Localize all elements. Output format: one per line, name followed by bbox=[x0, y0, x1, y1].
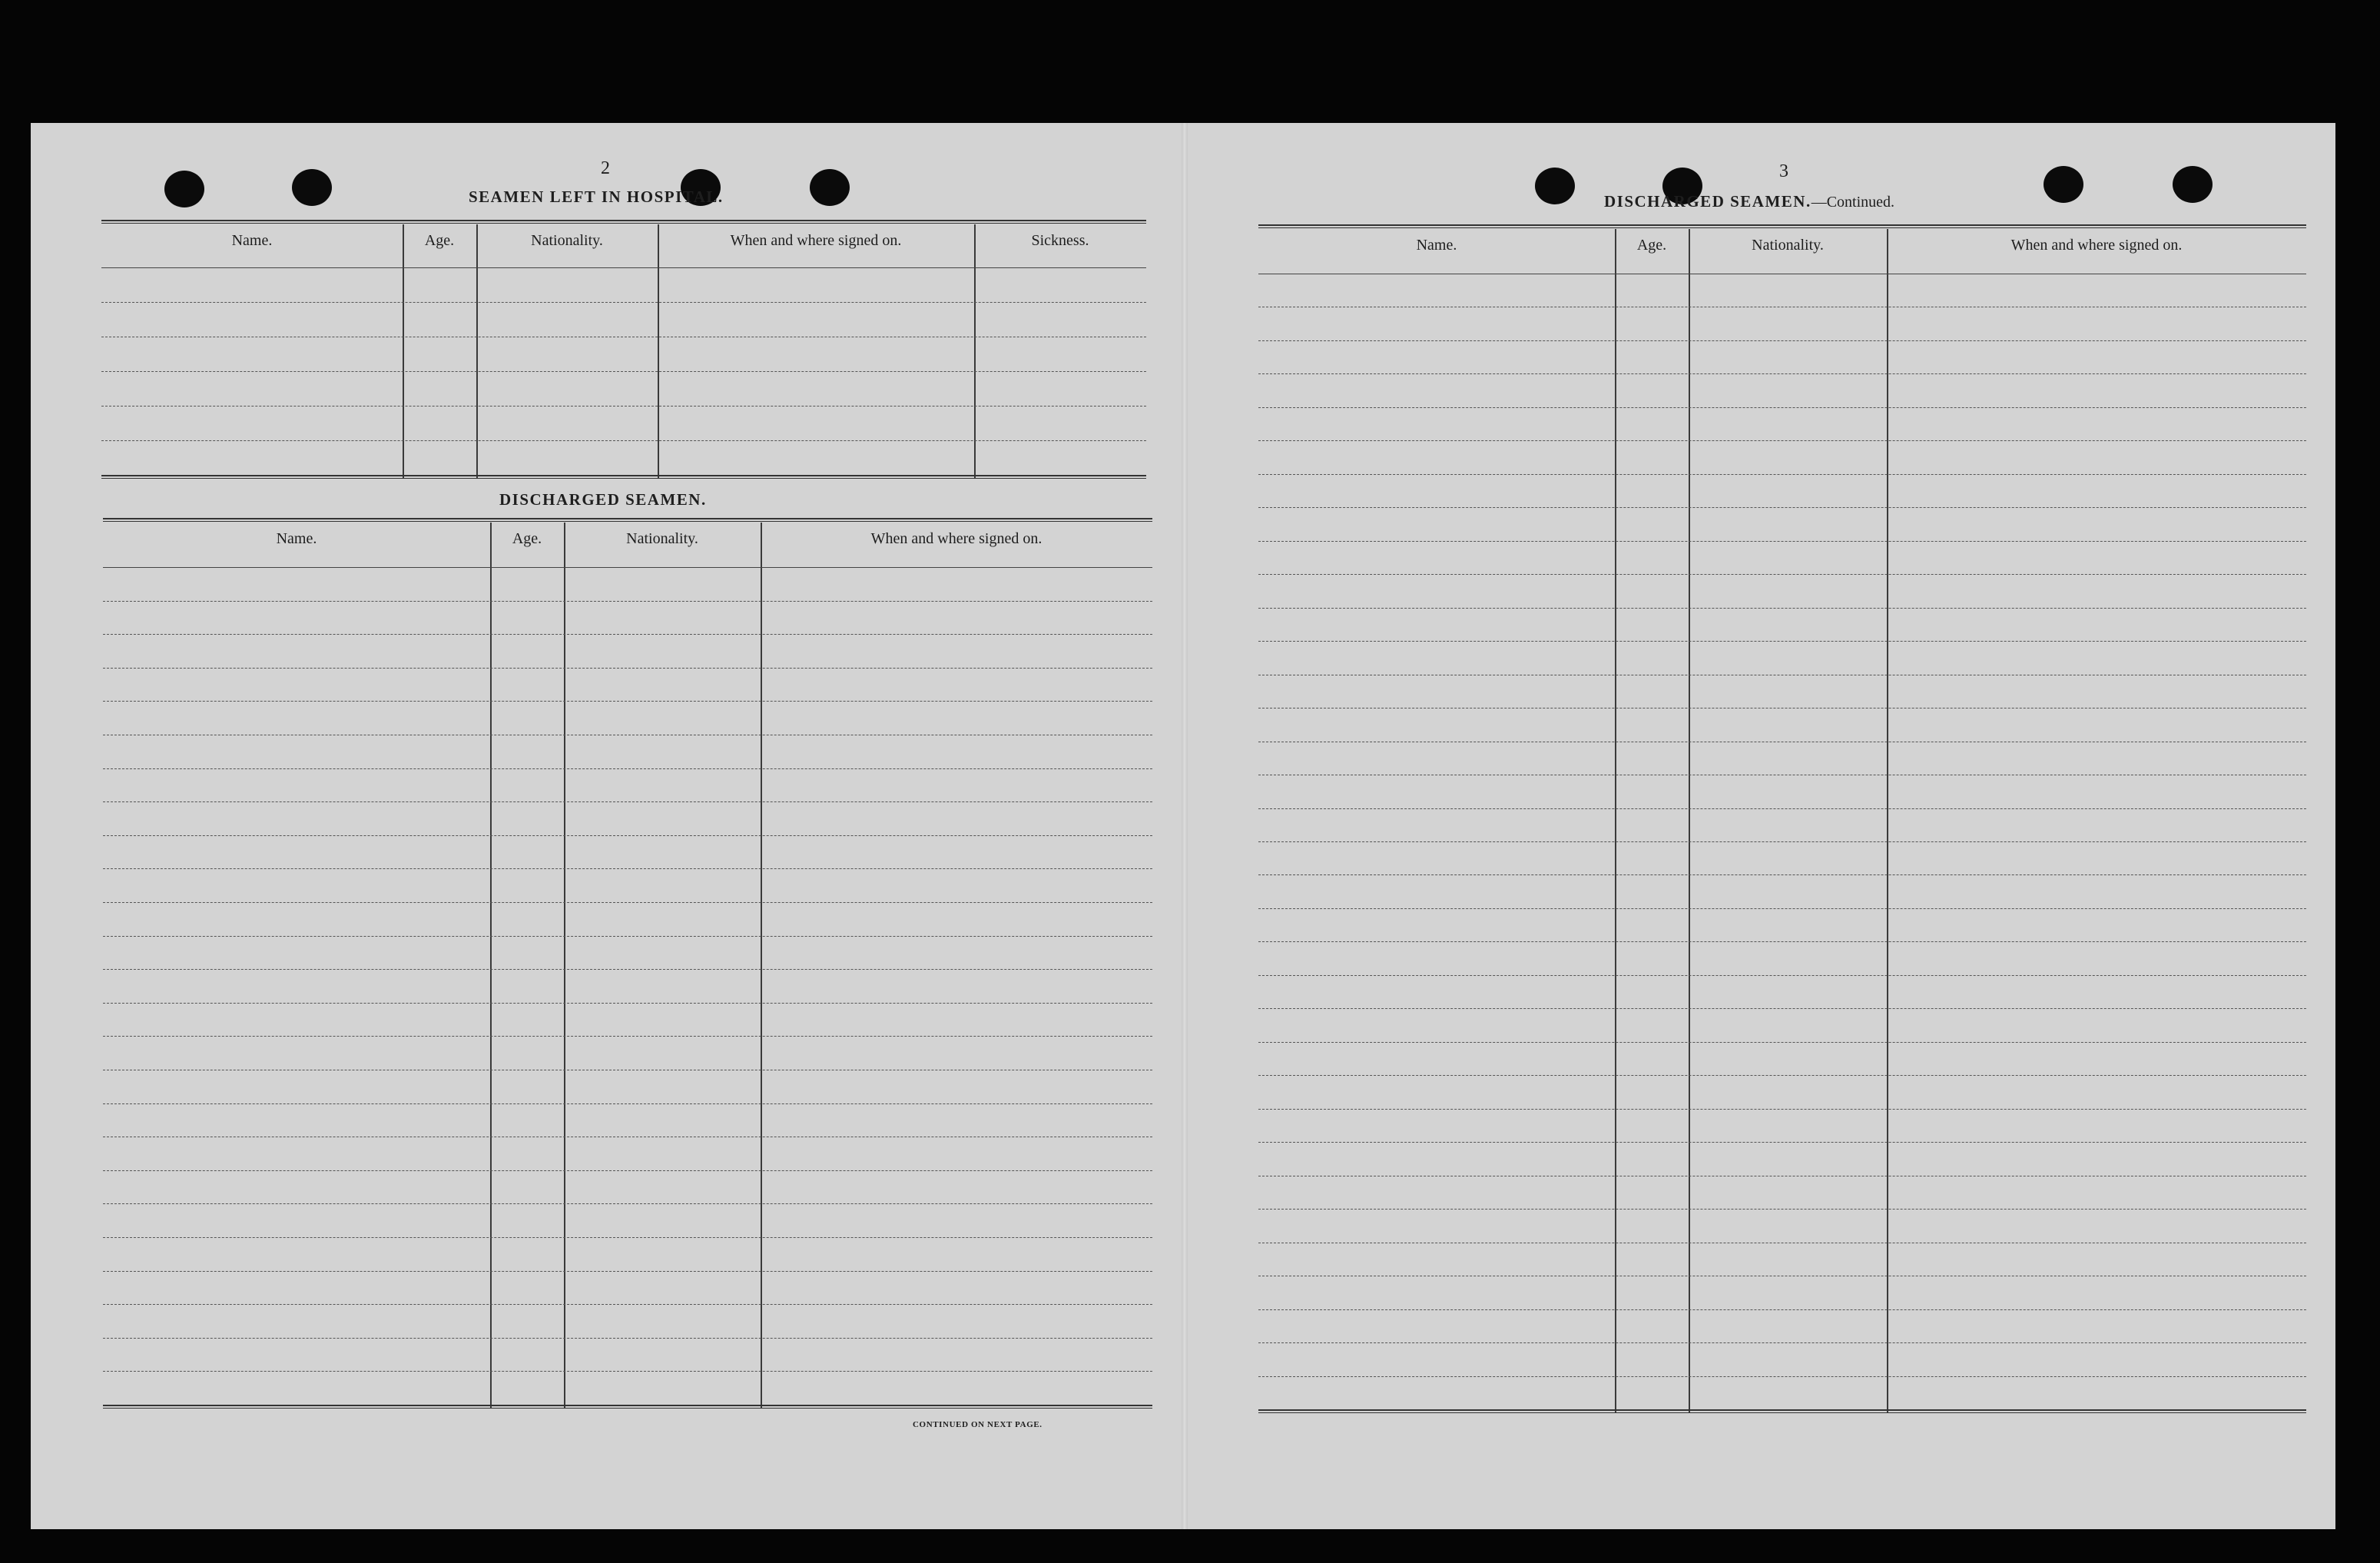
blank-entry-row bbox=[1258, 1075, 2306, 1076]
column-header: When and where signed on. bbox=[730, 232, 902, 249]
discharged-table bbox=[103, 518, 1152, 1408]
column-header: When and where signed on. bbox=[870, 530, 1042, 547]
column-header: Nationality. bbox=[531, 232, 603, 249]
column-header: Nationality. bbox=[626, 530, 698, 547]
table-bottom-rule bbox=[101, 475, 1146, 479]
column-header: Name. bbox=[1416, 237, 1457, 254]
blank-entry-row bbox=[1258, 541, 2306, 542]
header-rule bbox=[101, 267, 1146, 268]
blank-entry-row bbox=[103, 1003, 1152, 1004]
blank-entry-row bbox=[103, 1371, 1152, 1372]
blank-entry-row bbox=[1258, 1309, 2306, 1310]
punch-hole bbox=[292, 169, 332, 206]
blank-entry-row bbox=[103, 1170, 1152, 1171]
blank-entry-row bbox=[103, 835, 1152, 836]
blank-entry-row bbox=[103, 701, 1152, 702]
blank-entry-row bbox=[1258, 908, 2306, 909]
blank-entry-row bbox=[101, 371, 1146, 372]
blank-entry-row bbox=[103, 1237, 1152, 1238]
blank-entry-row bbox=[103, 1304, 1152, 1305]
hospital-table-title: SEAMEN LEFT IN HOSPITAL. bbox=[469, 187, 724, 206]
blank-entry-row bbox=[1258, 574, 2306, 575]
page-fold bbox=[1182, 123, 1188, 1529]
column-header: Age. bbox=[1636, 237, 1667, 254]
column-header: Nationality. bbox=[1752, 237, 1824, 254]
blank-entry-row bbox=[1258, 373, 2306, 374]
blank-entry-row bbox=[1258, 841, 2306, 842]
blank-entry-row bbox=[103, 1036, 1152, 1037]
blank-entry-row bbox=[1258, 1142, 2306, 1143]
punch-hole bbox=[164, 171, 204, 207]
discharged-table-title: DISCHARGED SEAMEN. bbox=[499, 490, 707, 509]
blank-entry-row bbox=[103, 969, 1152, 970]
blank-entry-row bbox=[103, 868, 1152, 869]
table-top-rule bbox=[1258, 224, 2306, 228]
blank-entry-row bbox=[1258, 340, 2306, 341]
discharged-continued-table bbox=[1258, 224, 2306, 1412]
punch-hole bbox=[810, 169, 850, 206]
blank-entry-row bbox=[1258, 1008, 2306, 1009]
page-number-left: 2 bbox=[601, 158, 610, 178]
discharged-continued-title: DISCHARGED SEAMEN.—Continued. bbox=[1604, 192, 1895, 211]
blank-entry-row bbox=[1258, 641, 2306, 642]
blank-entry-row bbox=[1258, 507, 2306, 508]
blank-entry-row bbox=[1258, 1342, 2306, 1343]
manifest-sheet bbox=[31, 123, 2335, 1529]
column-header: Age. bbox=[424, 232, 455, 249]
blank-entry-row bbox=[1258, 941, 2306, 942]
column-header: Name. bbox=[276, 530, 317, 547]
blank-entry-row bbox=[1258, 1209, 2306, 1210]
header-rule bbox=[103, 567, 1152, 568]
blank-entry-row bbox=[103, 768, 1152, 769]
table-top-rule bbox=[103, 518, 1152, 522]
punch-hole bbox=[2044, 166, 2083, 203]
blank-entry-row bbox=[1258, 1042, 2306, 1043]
blank-entry-row bbox=[101, 406, 1146, 407]
table-top-rule bbox=[101, 220, 1146, 224]
blank-entry-row bbox=[103, 902, 1152, 903]
blank-entry-row bbox=[1258, 808, 2306, 809]
column-header: Age. bbox=[512, 530, 542, 547]
blank-entry-row bbox=[103, 634, 1152, 635]
column-header: Sickness. bbox=[1031, 232, 1089, 249]
blank-entry-row bbox=[1258, 407, 2306, 408]
blank-entry-row bbox=[1258, 975, 2306, 976]
blank-entry-row bbox=[1258, 874, 2306, 875]
blank-entry-row bbox=[103, 668, 1152, 669]
column-header: When and where signed on. bbox=[2010, 237, 2183, 254]
blank-entry-row bbox=[101, 440, 1146, 441]
column-divider bbox=[761, 523, 762, 1408]
hospital-table bbox=[101, 220, 1146, 478]
blank-entry-row bbox=[1258, 440, 2306, 441]
blank-entry-row bbox=[101, 302, 1146, 303]
blank-entry-row bbox=[1258, 1376, 2306, 1377]
column-header: Name. bbox=[231, 232, 273, 249]
table-bottom-rule bbox=[1258, 1409, 2306, 1413]
blank-entry-row bbox=[1258, 608, 2306, 609]
blank-entry-row bbox=[1258, 474, 2306, 475]
blank-entry-row bbox=[103, 601, 1152, 602]
blank-entry-row bbox=[103, 1103, 1152, 1104]
column-divider bbox=[490, 523, 492, 1408]
column-divider bbox=[564, 523, 565, 1408]
page-number-right: 3 bbox=[1779, 161, 1788, 181]
punch-hole bbox=[2173, 166, 2213, 203]
blank-entry-row bbox=[103, 936, 1152, 937]
blank-entry-row bbox=[103, 1203, 1152, 1204]
blank-entry-row bbox=[103, 1338, 1152, 1339]
continued-footer: CONTINUED ON NEXT PAGE. bbox=[913, 1420, 1042, 1429]
blank-entry-row bbox=[1258, 1109, 2306, 1110]
table-bottom-rule bbox=[103, 1405, 1152, 1409]
blank-entry-row bbox=[103, 801, 1152, 802]
punch-hole bbox=[1535, 168, 1575, 204]
blank-entry-row bbox=[103, 1271, 1152, 1272]
